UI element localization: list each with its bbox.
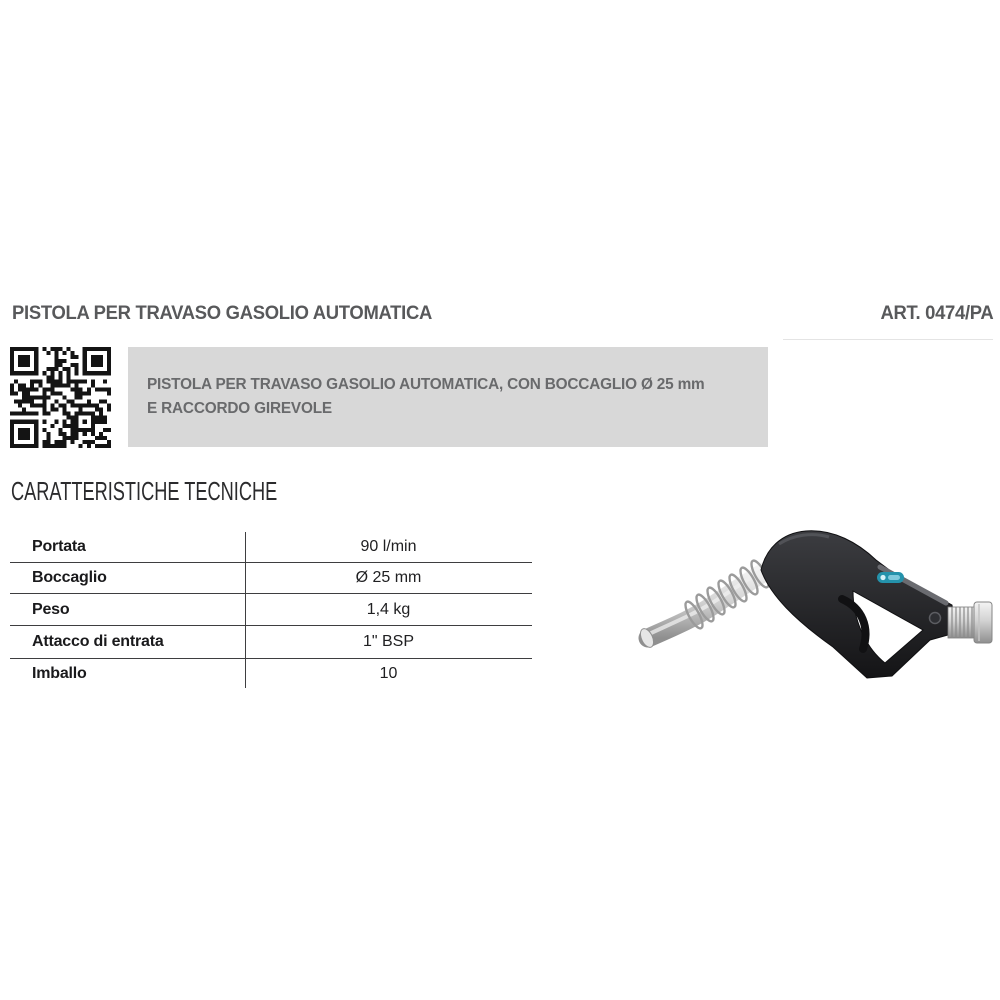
header-rule <box>783 339 993 340</box>
spec-value: 1,4 kg <box>366 600 411 618</box>
spec-label: Peso <box>32 600 70 618</box>
spec-label: Portata <box>32 538 86 555</box>
table-row <box>10 532 532 563</box>
table-row <box>10 626 532 659</box>
table-row <box>10 594 532 626</box>
description-line-2: E RACCORDO GIREVOLE <box>147 400 332 417</box>
description-line-1: PISTOLA PER TRAVASO GASOLIO AUTOMATICA, CON BOCCAGLIO Ø 25 mm <box>147 376 705 393</box>
inlet-fitting <box>948 602 992 643</box>
nozzle-spout <box>638 569 766 649</box>
table-row <box>10 563 532 594</box>
spec-label: Attacco di entrata <box>32 633 164 650</box>
nozzle-body <box>761 531 955 678</box>
brand-label <box>877 572 904 583</box>
section-heading: CARATTERISTICHE TECNICHE <box>11 476 278 506</box>
spec-value: 10 <box>379 664 398 682</box>
header-row <box>12 303 993 325</box>
page-title: PISTOLA PER TRAVASO GASOLIO AUTOMATICA <box>12 303 433 324</box>
spec-value: 90 l/min <box>360 538 417 555</box>
pivot-screw <box>930 613 941 624</box>
article-code: ART. 0474/PA <box>880 303 993 324</box>
qr-code <box>10 347 111 448</box>
product-photo-nozzle <box>630 515 1000 690</box>
description-box <box>128 347 768 447</box>
table-row <box>10 659 532 688</box>
spec-label: Boccaglio <box>32 569 107 586</box>
spec-value: Ø 25 mm <box>355 569 422 586</box>
spec-table <box>10 532 532 688</box>
spec-label: Imballo <box>32 664 87 682</box>
spec-value: 1" BSP <box>362 633 415 650</box>
column-divider <box>245 532 246 688</box>
